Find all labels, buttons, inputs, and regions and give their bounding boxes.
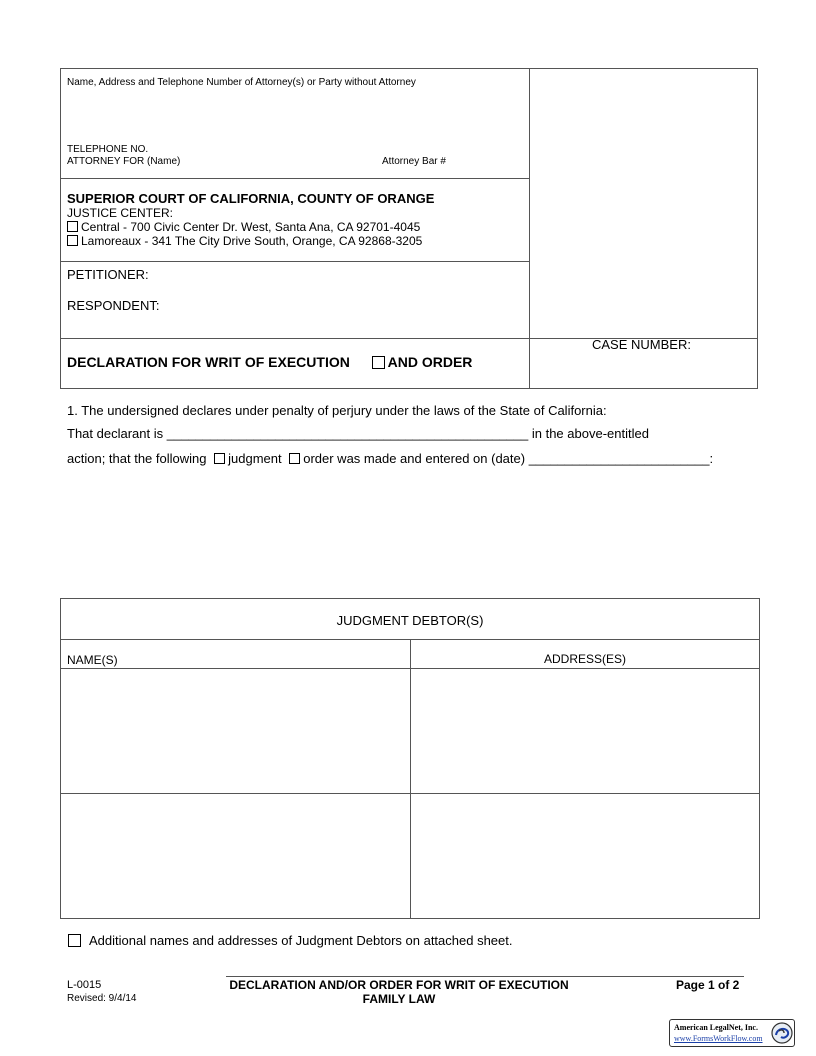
form-id: L-0015	[67, 979, 102, 991]
petitioner-label: PETITIONER:	[67, 267, 149, 282]
justice-center-label: JUSTICE CENTER:	[67, 206, 174, 220]
date-blank[interactable]: _________________________	[528, 451, 710, 466]
logo-name: American LegalNet, Inc.	[674, 1023, 758, 1032]
additional-debtors-checkbox[interactable]	[68, 934, 81, 947]
declaration-line-3: action; that the following judgment order was made and entered on (date) _________________________:	[67, 451, 714, 466]
telephone-label: TELEPHONE NO.	[67, 144, 149, 155]
center-option-lamoreaux: Lamoreaux - 341 The City Drive South, Orange, CA 92868-3205	[67, 234, 422, 248]
central-checkbox[interactable]	[67, 221, 78, 232]
declarant-blank[interactable]: __________________________________________________	[166, 426, 529, 441]
legalnet-logo	[669, 1019, 795, 1047]
debtor-address-cell-2[interactable]	[412, 795, 758, 917]
declaration-line-2: That declarant is __________________________________________________ in the above-entitled	[67, 426, 649, 441]
caption-divider	[529, 68, 530, 389]
and-order-checkbox[interactable]	[372, 356, 385, 369]
form-title: DECLARATION FOR WRIT OF EXECUTION AND ORDER	[67, 354, 473, 370]
page-number: Page 1 of 2	[676, 978, 740, 992]
declaration-line-1: 1. The undersigned declares under penalty of perjury under the laws of the State of California:	[67, 403, 607, 418]
center-option-central: Central - 700 Civic Center Dr. West, Santa Ana, CA 92701-4045	[67, 220, 420, 234]
debtor-name-cell-1[interactable]	[62, 670, 408, 791]
footer-title: DECLARATION AND/OR ORDER FOR WRIT OF EXECUTION	[229, 978, 569, 992]
logo-swirl-icon	[771, 1022, 793, 1044]
col-header-addresses: ADDRESS(ES)	[543, 652, 626, 666]
lamoreaux-checkbox[interactable]	[67, 235, 78, 246]
additional-debtors-option: Additional names and addresses of Judgment Debtors on attached sheet.	[68, 933, 513, 948]
case-number-label: CASE NUMBER:	[592, 337, 691, 352]
footer-subtitle: FAMILY LAW	[362, 992, 436, 1006]
attorney-bar-label: Attorney Bar #	[382, 156, 446, 167]
attorney-for-label: ATTORNEY FOR (Name)	[67, 156, 181, 167]
attorney-info-label: Name, Address and Telephone Number of Attorney(s) or Party without Attorney	[67, 77, 416, 88]
revised-date: Revised: 9/4/14	[67, 993, 137, 1004]
court-name: SUPERIOR COURT OF CALIFORNIA, COUNTY OF ORANGE	[67, 191, 435, 206]
judgment-checkbox[interactable]	[214, 453, 225, 464]
order-checkbox[interactable]	[289, 453, 300, 464]
debtor-name-cell-2[interactable]	[62, 795, 408, 917]
respondent-label: RESPONDENT:	[67, 298, 160, 313]
col-header-names: NAME(S)	[67, 653, 118, 667]
logo-url[interactable]: www.FormsWorkFlow.com	[674, 1034, 763, 1043]
debtors-title: JUDGMENT DEBTOR(S)	[336, 613, 484, 628]
debtor-address-cell-1[interactable]	[412, 670, 758, 791]
